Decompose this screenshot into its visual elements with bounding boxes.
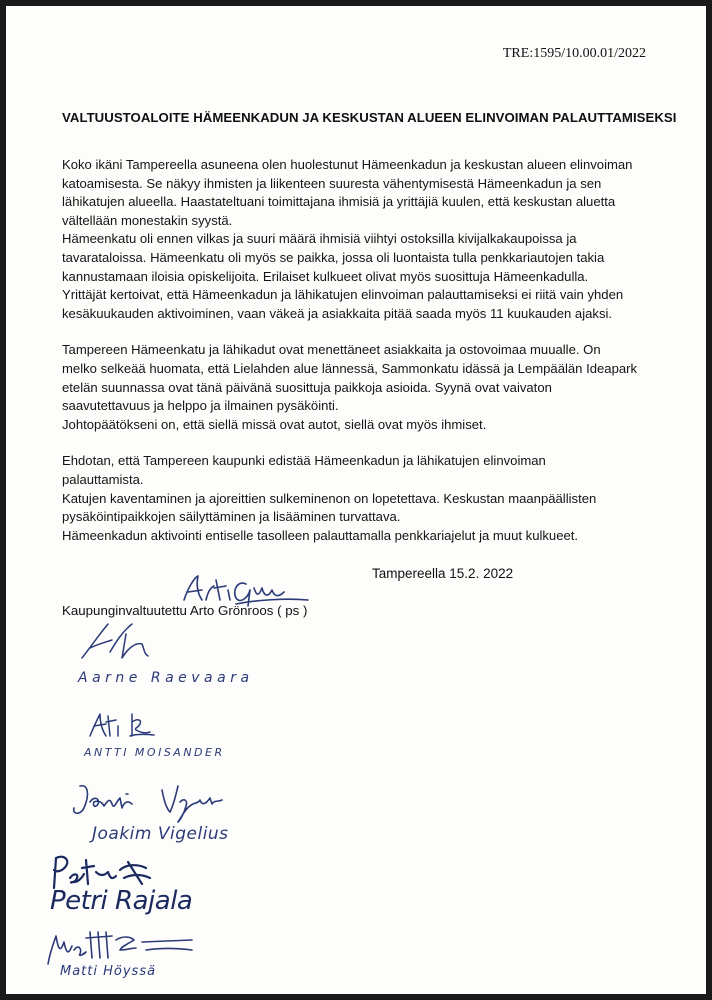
signature-aarne-raevaara	[76, 618, 176, 666]
text-line: Ehdotan, että Tampereen kaupunki edistää Hämeenkadun ja lähikatujen elinvoiman	[62, 453, 546, 469]
printed-name-antti-moisander: ANTTI MOISANDER	[84, 746, 225, 759]
signature-matti-hoyssa	[42, 926, 202, 968]
document-page	[6, 6, 706, 994]
signing-date: Tampereella 15.2. 2022	[372, 566, 514, 581]
signature-antti-moisander	[84, 708, 174, 742]
text-line: melko selkeää huomata, että Lielahden alue lännessä, Sammonkatu idässä ja Lempäälän Ideapark	[62, 360, 638, 376]
text-line: tavarataloissa. Hämeenkatu oli myös se paikka, jossa oli luontaista tulla penkkariautojen takia	[62, 249, 605, 265]
text-line: etelän suunnassa ovat tänä päivänä suosittuja paikkoja asioida. Syynä ovat vaivaton	[62, 379, 552, 395]
document-body	[62, 156, 662, 563]
document-title: VALTUUSTOALOITE HÄMEENKADUN JA KESKUSTAN ALUEEN ELINVOIMAN PALAUTTAMISEKSI	[62, 110, 677, 125]
text-line: lähikatujen alueella. Haastateltuani toimittajana ihmisiä ja yrittäjiä kuulen, että keskustan aluetta	[62, 194, 616, 210]
printed-name-joakim-vigelius: Joakim Vigelius	[92, 824, 229, 844]
text-line: Johtopäätökseni on, että siellä missä ovat autot, siellä ovat myös ihmiset.	[62, 416, 487, 432]
paragraph-2	[62, 341, 662, 434]
text-line: Koko ikäni Tampereella asuneena olen huolestunut Hämeenkadun ja keskustan alueen elinvoiman	[62, 157, 633, 172]
text-line: pysäköintipaikkojen säilyttäminen ja lisääminen turvattava.	[62, 509, 401, 525]
text-line: katoamisesta. Se näkyy ihmisten ja liikenteen suuresta vähentymisestä Hämeenkadun ja sen	[62, 175, 602, 191]
paragraph-1	[62, 156, 662, 323]
text-line: kannustamaan iloisia opiskelijoita. Erilaiset kulkueet olivat myös suosittuja Hämeenkadulla.	[62, 268, 589, 284]
text-line: kesäkuukauden aktivoiminen, vaan väkeä ja asiakkaita pitää saada myös 11 kuukauden ajaksi.	[62, 305, 613, 321]
signature-joakim-vigelius	[66, 780, 236, 824]
printed-name-matti-hoyssa: Matti Höyssä	[60, 964, 157, 979]
text-line: palauttamista.	[62, 471, 144, 487]
text-line: vältellään monestakin syystä.	[62, 212, 233, 228]
text-line: Yrittäjät kertoivat, että Hämeenkadun ja lähikatujen elinvoiman palauttamiseksi ei riitä vain yhden	[62, 287, 624, 303]
printed-name-aarne-raevaara: Aarne Raevaara	[78, 670, 254, 686]
reference-number: TRE:1595/10.00.01/2022	[502, 46, 646, 61]
text-line: Tampereen Hämeenkatu ja lähikadut ovat menettäneet asiakkaita ja ostovoimaa muualle. On	[62, 342, 601, 358]
text-line: Katujen kaventaminen ja ajoreittien sulkeminenon on lopetettava. Keskustan maanpäällisten	[62, 490, 597, 506]
paragraph-3	[62, 452, 662, 545]
text-line: Hämeenkatu oli ennen vilkas ja suuri määrä ihmisiä viihtyi ostoksilla kivijalkakaupoissa ja	[62, 231, 577, 247]
signer-title: Kaupunginvaltuutettu Arto Grönroos ( ps )	[62, 603, 308, 618]
printed-name-petri-rajala: Petri Rajala	[50, 886, 193, 916]
text-line: Hämeenkadun aktivointi entiselle tasolleen palauttamalla penkkariajelut ja muut kulkueet.	[62, 527, 579, 543]
text-line: saavutettavuus ja helppo ja ilmainen pysäköinti.	[62, 398, 339, 414]
